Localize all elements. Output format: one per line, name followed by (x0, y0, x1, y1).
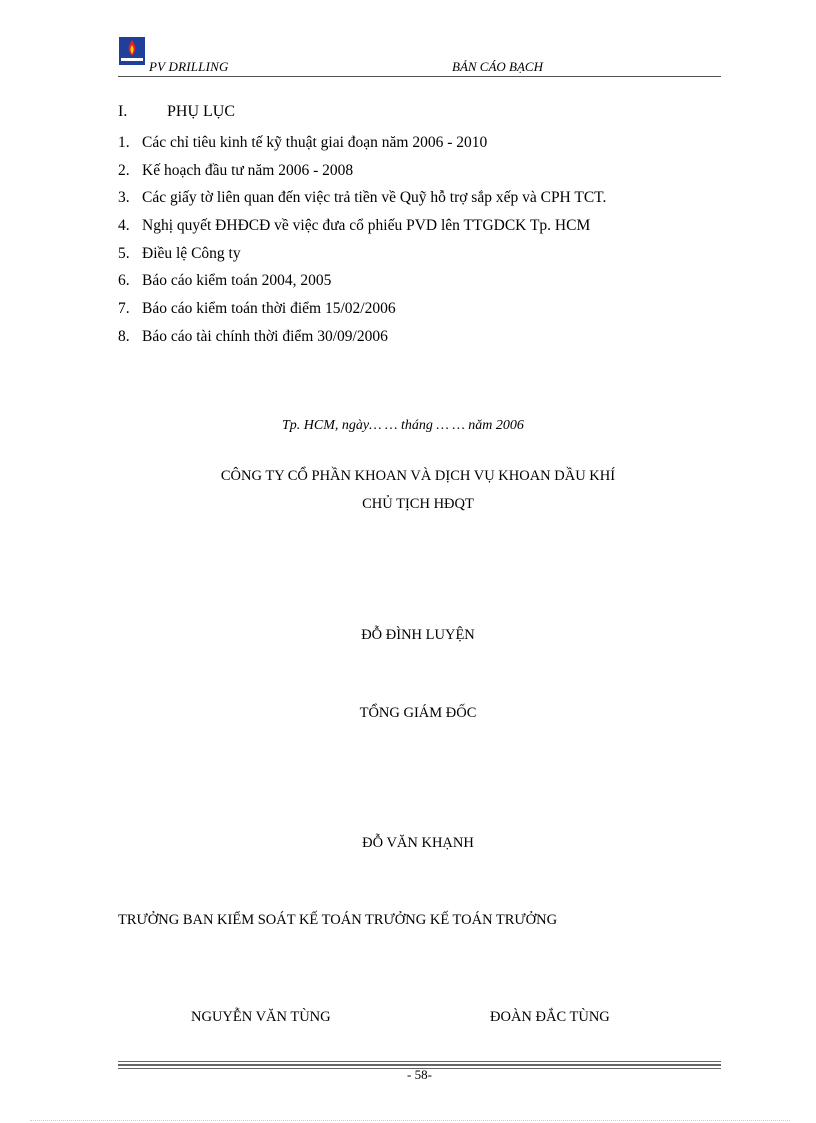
list-item (118, 133, 606, 161)
signatory-left: NGUYỄN VĂN TÙNG (191, 1009, 331, 1025)
list-item-number: 4. (118, 217, 130, 235)
date-line: Tp. HCM, ngày… … tháng … … năm 2006 (282, 418, 524, 433)
signatory-right: ĐOÀN ĐẮC TÙNG (490, 1009, 610, 1025)
chairman-name: ĐỖ ĐÌNH LUYỆN (361, 627, 475, 643)
chairman-title: CHỦ TỊCH HĐQT (362, 496, 474, 512)
list-item-text: Các chỉ tiêu kinh tế kỹ thuật giai đoạn năm 2006 - 2010 (142, 134, 488, 151)
list-item-text: Nghị quyết ĐHĐCĐ về việc đưa cổ phiếu PVD lên TTGDCK Tp. HCM (142, 217, 591, 235)
list-item-text: Báo cáo kiểm toán thời điểm 15/02/2006 (142, 300, 396, 318)
roles-line: TRƯỞNG BAN KIỂM SOÁT KẾ TOÁN TRƯỞNG KẾ TOÁN TRƯỞNG (118, 912, 558, 928)
list-item-text: Kế hoạch đầu tư năm 2006 - 2008 (142, 161, 354, 179)
list-item (118, 299, 606, 327)
list-item (118, 327, 606, 355)
page-number: - 58- (407, 1067, 432, 1082)
list-item (118, 216, 606, 244)
ceo-title: TỔNG GIÁM ĐỐC (359, 705, 477, 721)
page-edge (30, 1120, 790, 1121)
list-item-text: Báo cáo kiểm toán 2004, 2005 (142, 272, 332, 290)
list-item (118, 161, 606, 189)
company-name: CÔNG TY CỔ PHẦN KHOAN VÀ DỊCH VỤ KHOAN DẦU KHÍ (220, 468, 616, 484)
list-item-number: 8. (118, 327, 130, 345)
list-item (118, 271, 606, 299)
ceo-name: ĐỖ VĂN KHẠNH (362, 835, 474, 851)
list-item-number: 1. (118, 134, 130, 151)
footer-divider (118, 1064, 721, 1066)
list-item (118, 244, 606, 272)
list-item-number: 6. (118, 272, 130, 290)
list-item-number: 7. (118, 300, 130, 318)
list-item-text: Các giấy tờ liên quan đến việc trả tiền về Quỹ hỗ trợ sắp xếp và CPH TCT. (142, 189, 607, 207)
list-item-number: 3. (118, 189, 130, 207)
header-company-name: PV DRILLING (149, 59, 229, 74)
list-item-number: 2. (118, 161, 130, 179)
list-item-number: 5. (118, 244, 130, 262)
appendix-list (118, 133, 606, 355)
section-title: PHỤ LỤC (167, 103, 236, 120)
header-document-title: BẢN CÁO BẠCH (452, 59, 543, 74)
list-item (118, 188, 606, 216)
pv-drilling-logo-icon (118, 36, 146, 72)
list-item-text: Điều lệ Công ty (142, 244, 241, 262)
footer-divider (118, 1061, 721, 1062)
header-divider (118, 76, 721, 77)
section-number: I. (118, 103, 128, 120)
list-item-text: Báo cáo tài chính thời điểm 30/09/2006 (142, 327, 388, 345)
